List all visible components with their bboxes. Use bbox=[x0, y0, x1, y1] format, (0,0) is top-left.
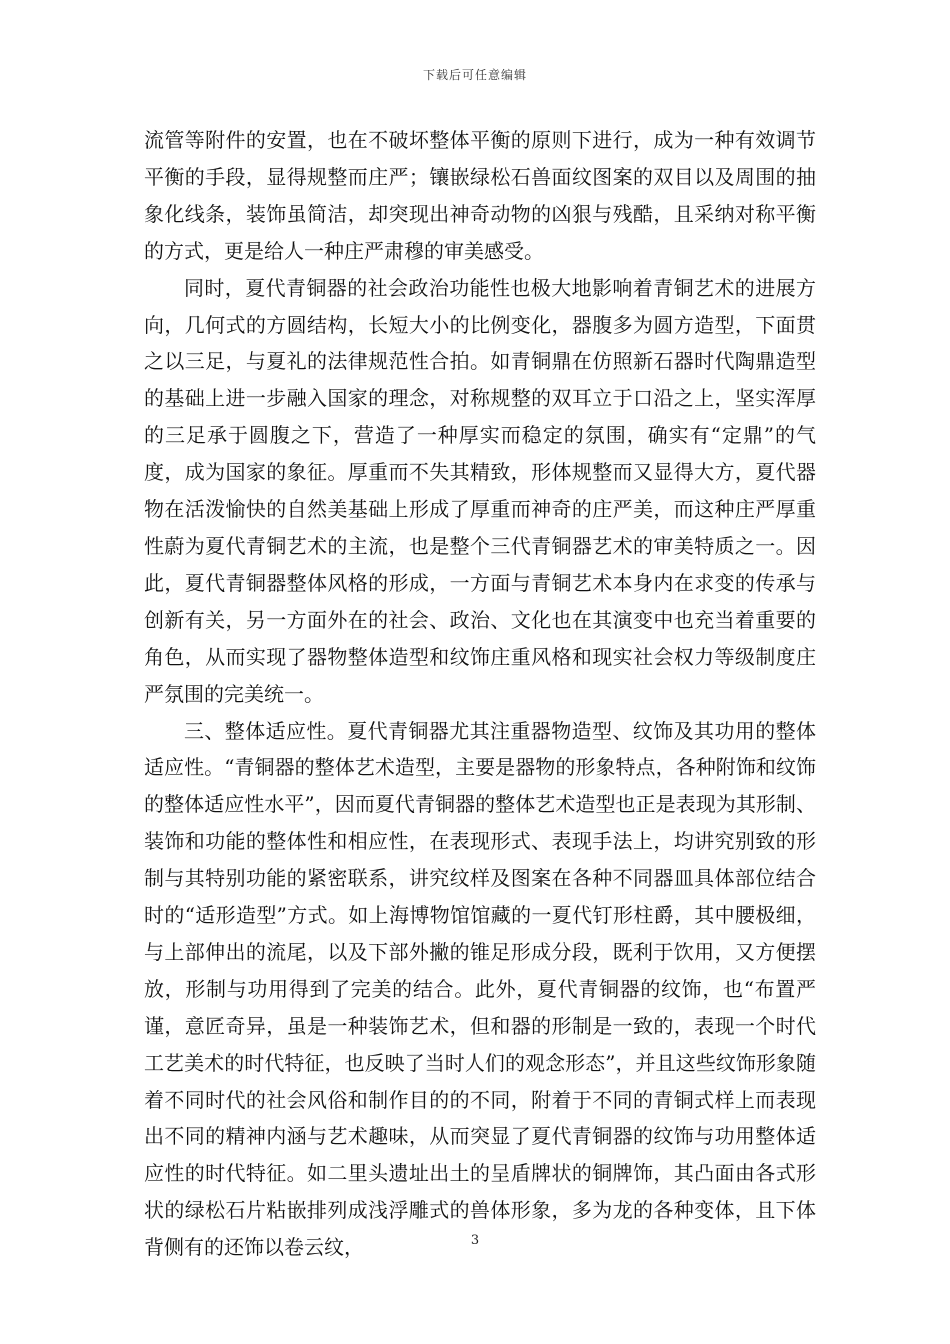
paragraph-overall-adaptability: 三、整体适应性。夏代青铜器尤其注重器物造型、纹饰及其功用的整体适应性。“青铜器的整体艺术造型，主要是器物的形象特点，各种附饰和纹饰的整体适应性水平”，因而夏代青铜器的整体艺术造型也正是表现为其形制、装饰和功能的整体性和相应性，在表现形式、表现手法上，均讲究别致的形制与其特别功能的紧密联系，讲究纹样及图案在各种不同器皿具体部位结合时的“适形造型”方式。如上海博物馆馆藏的一夏代钉形柱爵，其中腰极细，与上部伸出的流尾，以及下部外撇的锥足形成分段，既利于饮用，又方便摆放，形制与功用得到了完美的结合。此外，夏代青铜器的纹饰，也“布置严谨，意匠奇异，虽是一种装饰艺术，但和器的形制是一致的，表现一个时代工艺美术的时代特征，也反映了当时人们的观念形态”，并且这些纹饰形象随着不同时代的社会风俗和制作目的的不同，附着于不同的青铜式样上而表现出不同的精神内涵与艺术趣味，从而突显了夏代青铜器的纹饰与功用整体适应性的时代特征。如二里头遗址出土的呈盾牌状的铜牌饰，其凸面由各式形状的绿松石片粘嵌排列成浅浮雕式的兽体形象，多为龙的各种变体，且下体背侧有的还饰以卷云纹， bbox=[144, 718, 816, 1260]
paragraph-political-function: 同时，夏代青铜器的社会政治功能性也极大地影响着青铜艺术的进展方向，几何式的方圆结构，长短大小的比例变化，器腹多为圆方造型，下面贯之以三足，与夏礼的法律规范性合拍。如青铜鼎在仿照新石器时代陶鼎造型的基础上进一步融入国家的理念，对称规整的双耳立于口沿之上，坚实浑厚的三足承于圆腹之下，营造了一种厚实而稳定的氛围，确实有“定鼎”的气度，成为国家的象征。厚重而不失其精致，形体规整而又显得大方，夏代器物在活泼愉快的自然美基础上形成了厚重而神奇的庄严美，而这种庄严厚重性蔚为夏代青铜艺术的主流，也是整个三代青铜器艺术的审美特质之一。因此，夏代青铜器整体风格的形成，一方面与青铜艺术本身内在求变的传承与创新有关，另一方面外在的社会、政治、文化也在其演变中也充当着重要的角色，从而实现了器物整体造型和纹饰庄重风格和现实社会权力等级制度庄严氛围的完美统一。 bbox=[144, 275, 816, 706]
page-header: 下载后可任意编辑 bbox=[422, 68, 527, 82]
page-number: 3 bbox=[470, 1233, 480, 1248]
paragraph-continuation: 流管等附件的安置，也在不破坏整体平衡的原则下进行，成为一种有效调节平衡的手段，显得规整而庄严；镶嵌绿松石兽面纹图案的双目以及周围的抽象化线条，装饰虽简洁，却突现出神奇动物的凶狠与残酷，且采纳对称平衡的方式，更是给人一种庄严肃穆的审美感受。 bbox=[144, 128, 816, 263]
document-body bbox=[144, 122, 816, 1266]
